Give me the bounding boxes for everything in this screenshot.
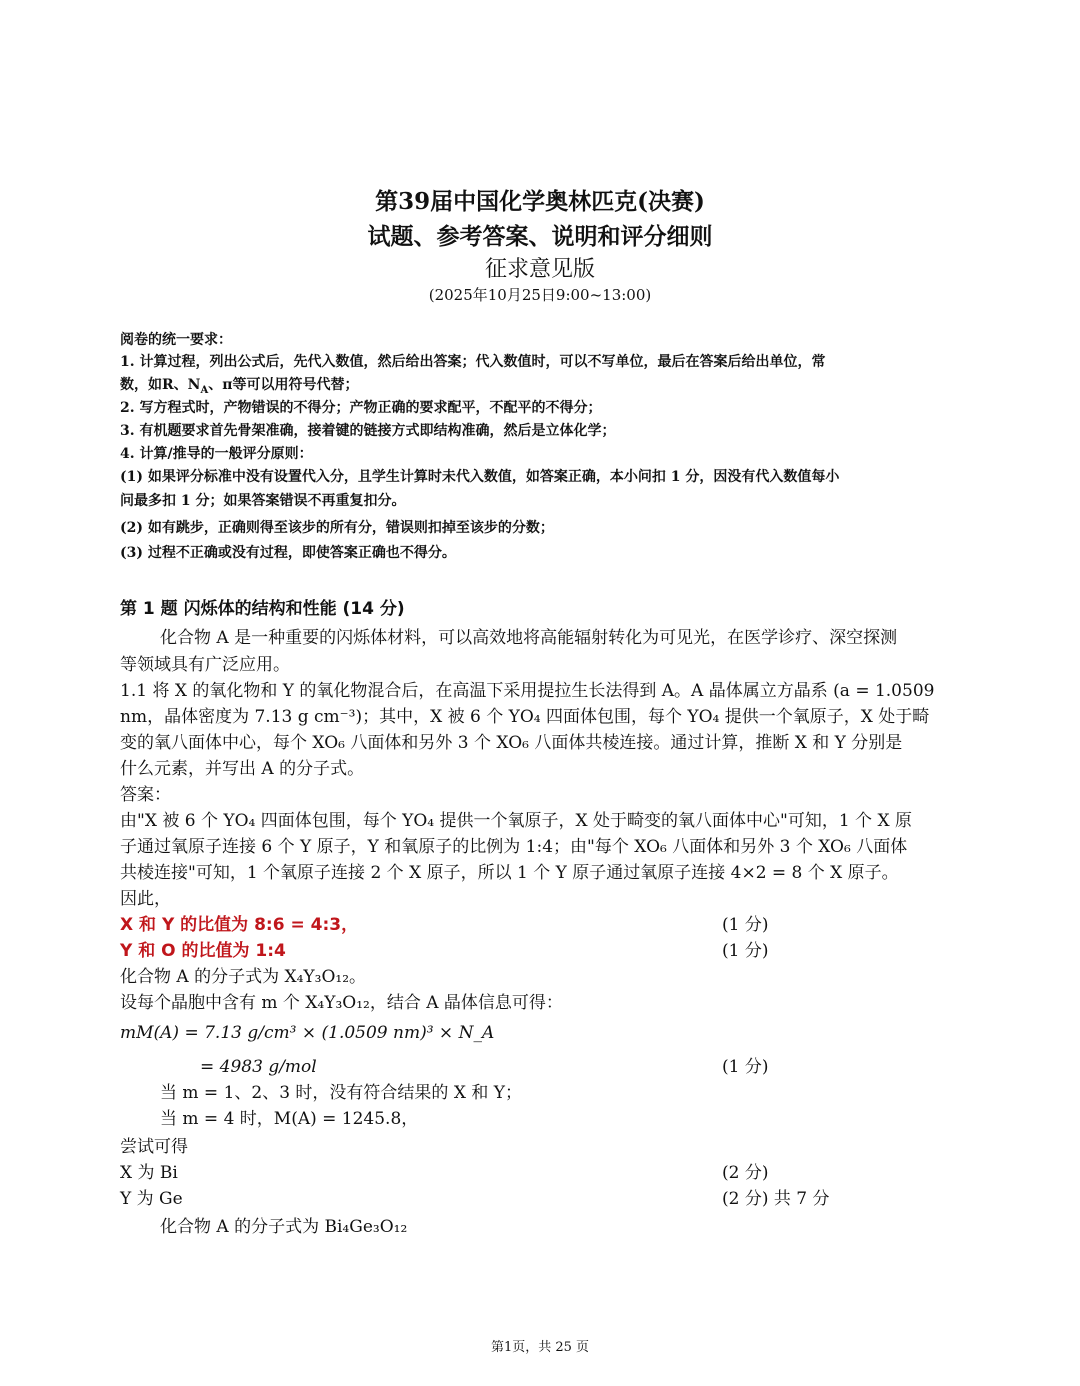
intro-line-1: 化合物 A 是一种重要的闪烁体材料，可以高效地将高能辐射转化为可见光，在医学诊疗、深空探测: [160, 628, 898, 648]
score-x: (2 分): [722, 1163, 769, 1183]
score-equation: (1 分): [722, 1057, 769, 1077]
exam-date: (2025年10月25日9:00~13:00): [428, 286, 652, 304]
case-line-2: 当 m = 4 时，M(A) = 1245.8，: [160, 1109, 419, 1129]
answer-line-2: 子通过氧原子连接 6 个 Y 原子，Y 和氧原子的比例为 1:4；由"每个 XO₆ 八面体和另外 3 个 XO₆ 八面体: [120, 837, 908, 857]
intro-line-2: 等领域具有广泛应用。: [120, 655, 290, 675]
requirement-4-2: (2) 如有跳步，正确则得至该步的所有分，错误则扣掉至该步的分数；: [120, 520, 554, 536]
score-ratio-xy: (1 分): [722, 915, 769, 935]
problem-line-4: 什么元素，并写出 A 的分子式。: [120, 759, 365, 779]
equation-1: mM(A) = 7.13 g/cm³ × (1.0509 nm)³ × N_A: [120, 1023, 495, 1043]
requirement-2: 2. 写方程式时，产物错误的不得分；产物正确的要求配平，不配平的不得分；: [120, 400, 602, 416]
formula-line: 化合物 A 的分子式为 X₄Y₃O₁₂。: [120, 967, 367, 987]
requirement-1a: 1. 计算过程，列出公式后，先代入数值，然后给出答案；代入数值时，可以不写单位，最后在答案后给出单位，常: [120, 354, 826, 370]
case-line-1: 当 m = 1、2、3 时，没有符合结果的 X 和 Y；: [160, 1083, 522, 1103]
title-sub: 试题、参考答案、说明和评分细则: [367, 223, 713, 250]
try-line: 尝试可得: [120, 1137, 188, 1157]
final-formula: 化合物 A 的分子式为 Bi₄Ge₃O₁₂: [160, 1217, 408, 1237]
score-ratio-yo: (1 分): [722, 941, 769, 961]
answer-line-3: 共棱连接"可知，1 个氧原子连接 2 个 X 原子，所以 1 个 Y 原子通过氧原子连接 4×2 = 8 个 X 原子。: [120, 863, 899, 883]
requirement-4-1a: (1) 如果评分标准中没有设置代入分，且学生计算时未代入数值，如答案正确，本小问扣 1 分，因没有代入数值每小: [120, 469, 840, 485]
x-result: X 为 Bi: [120, 1163, 178, 1183]
requirement-3: 3. 有机题要求首先骨架准确，接着键的链接方式即结构准确，然后是立体化学；: [120, 423, 616, 439]
page-number: 第1页，共 25 页: [490, 1340, 590, 1355]
requirements-heading: 阅卷的统一要求：: [120, 332, 232, 348]
question-heading: 第 1 题 闪烁体的结构和性能 (14 分): [120, 599, 405, 619]
problem-line-1: 1.1 将 X 的氧化物和 Y 的氧化物混合后，在高温下采用提拉生长法得到 A。A 晶体属立方晶系 (a = 1.0509: [120, 681, 935, 701]
problem-line-3: 变的氧八面体中心，每个 XO₆ 八面体和另外 3 个 XO₆ 八面体共棱连接。通过计算，推断 X 和 Y 分别是: [120, 733, 903, 753]
answer-line-4: 因此，: [120, 889, 171, 909]
requirement-1b: 数，如R、$N_A$、π等可以用符号代替；: [120, 377, 359, 396]
requirement-4-1b: 问最多扣 1 分；如果答案错误不再重复扣分。: [120, 493, 406, 509]
title-main: 第39届中国化学奥林匹克(决赛): [375, 188, 705, 215]
cell-line: 设每个晶胞中含有 m 个 X₄Y₃O₁₂，结合 A 晶体信息可得：: [120, 993, 563, 1013]
answer-line-1: 由"X 被 6 个 YO₄ 四面体包围，每个 YO₄ 提供一个氧原子，X 处于畸变的氧八面体中心"可知，1 个 X 原: [120, 811, 912, 831]
y-result: Y 为 Ge: [120, 1189, 183, 1209]
ratio-xy: X 和 Y 的比值为 8:6 = 4:3，: [120, 915, 359, 935]
requirement-4-3: (3) 过程不正确或没有过程，即使答案正确也不得分。: [120, 545, 456, 561]
equation-2: = 4983 g/mol: [200, 1057, 317, 1077]
title-version: 征求意见版: [484, 257, 595, 282]
requirement-4: 4. 计算/推导的一般评分原则：: [120, 446, 313, 462]
score-y: (2 分) 共 7 分: [722, 1189, 830, 1209]
answer-label: 答案：: [120, 785, 171, 805]
ratio-yo: Y 和 O 的比值为 1:4: [120, 941, 286, 961]
problem-line-2: nm，晶体密度为 7.13 g cm⁻³)；其中，X 被 6 个 YO₄ 四面体包围，每个 YO₄ 提供一个氧原子，X 处于畸: [120, 707, 930, 727]
